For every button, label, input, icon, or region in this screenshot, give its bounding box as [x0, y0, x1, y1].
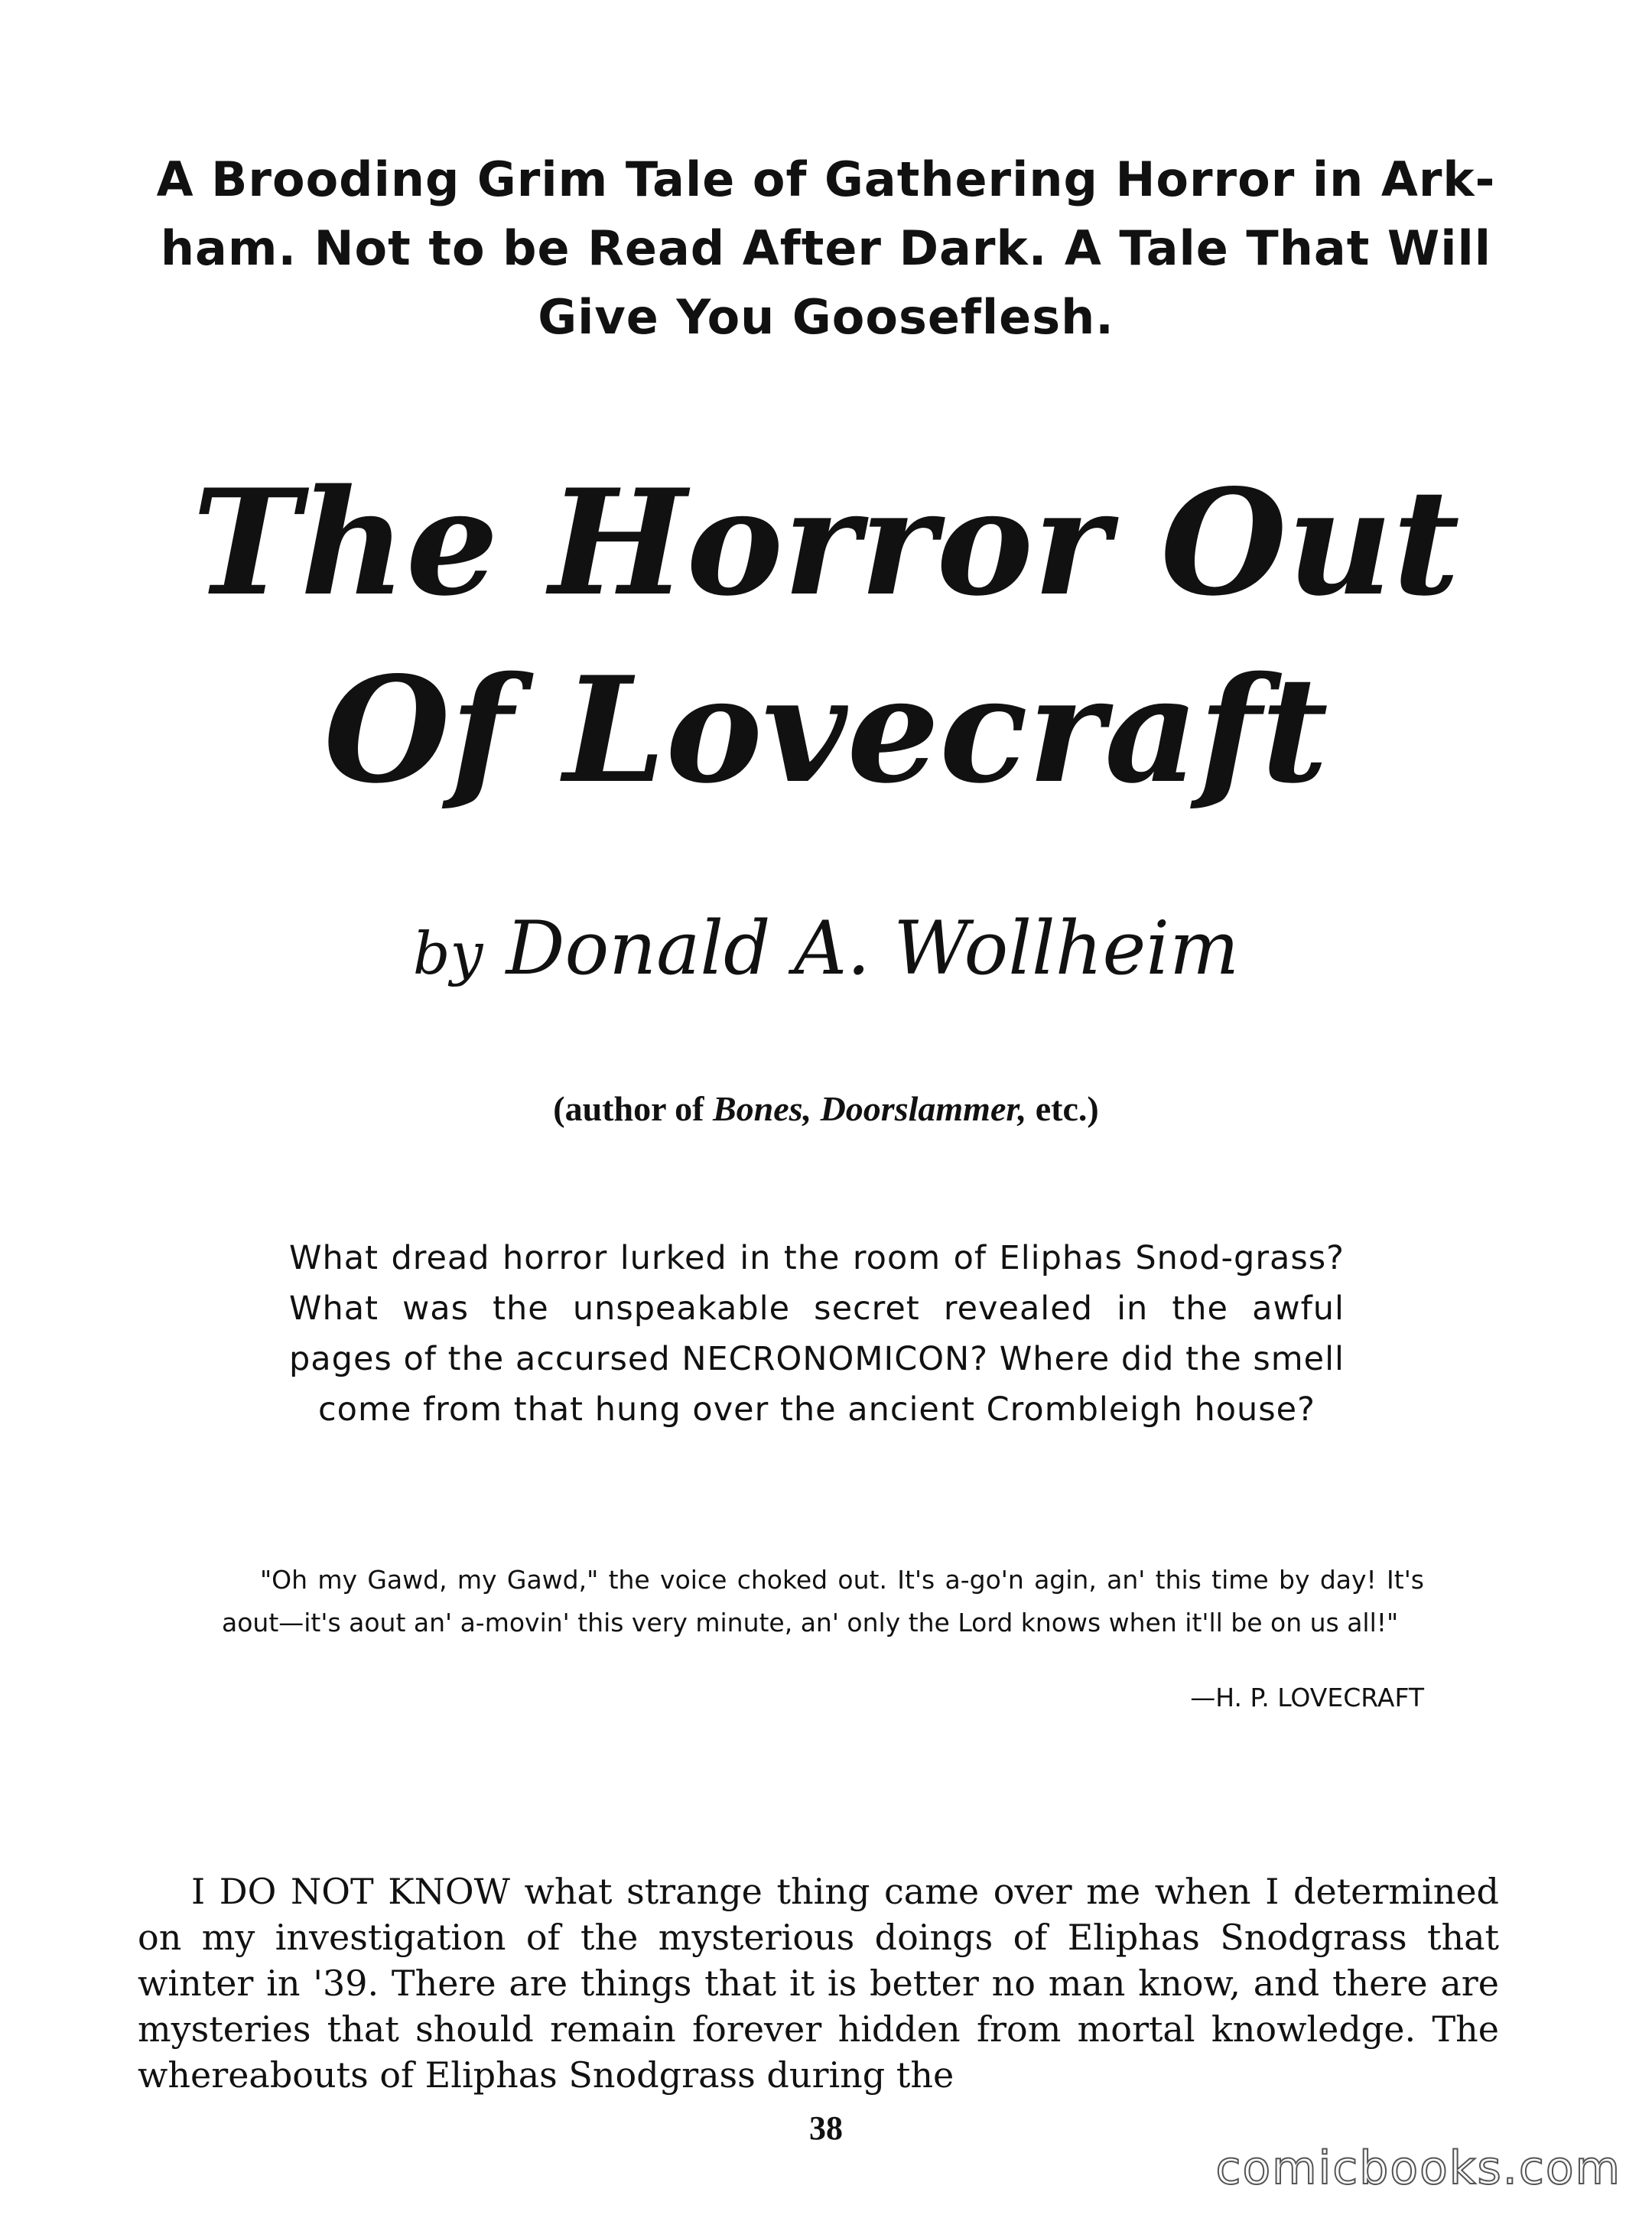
epigraph-attribution: —H. P. LOVECRAFT — [1190, 1683, 1424, 1712]
page-number: 38 — [809, 2109, 843, 2147]
epigraph-quote: "Oh my Gawd, my Gawd," the voice choked out. It's a-go'n agin, an' this time by day! It's aout—it's aout an' a-movin' this very minute, an' only the Lord knows when it'll be on us all!" — [222, 1565, 1424, 1637]
story-title-line-1: The Horror Out — [192, 457, 1460, 628]
credit-work-2: Doorslammer, — [820, 1089, 1027, 1128]
story-title-line-2: Of Lovecraft — [324, 645, 1328, 815]
story-body-text: I DO NOT KNOW what strange thing came over me when I determined on my investigation of the mysterious doings of Eliphas Snodgrass that winter in '39. There are things that it is better no man know, and there are mysteries that should remain forever hidden from mortal knowledge. The whereabouts of Eliphas Snodgrass during the — [138, 1871, 1499, 2096]
author-name: Donald A. Wollheim — [506, 906, 1240, 991]
credit-work-1: Bones, — [712, 1089, 812, 1128]
watermark: comicbooks.com — [1215, 2142, 1621, 2195]
credit-prefix: (author of — [553, 1089, 704, 1128]
author-credit — [138, 1086, 1514, 1132]
credit-suffix: etc.) — [1035, 1089, 1099, 1128]
byline-by: by — [412, 919, 483, 987]
story-blurb: A Brooding Grim Tale of Gathering Horror in Ark-ham. Not to be Read After Dark. A Tale That Will Give You Gooseflesh. — [156, 151, 1496, 345]
story-teaser: What dread horror lurked in the room of Eliphas Snod-grass? What was the unspeakable secret revealed in the awful pages of the accursed NECRONOMICON? Where did the smell come from that hung over the ancient Crombleigh house? — [289, 1239, 1345, 1429]
byline — [138, 902, 1514, 1000]
